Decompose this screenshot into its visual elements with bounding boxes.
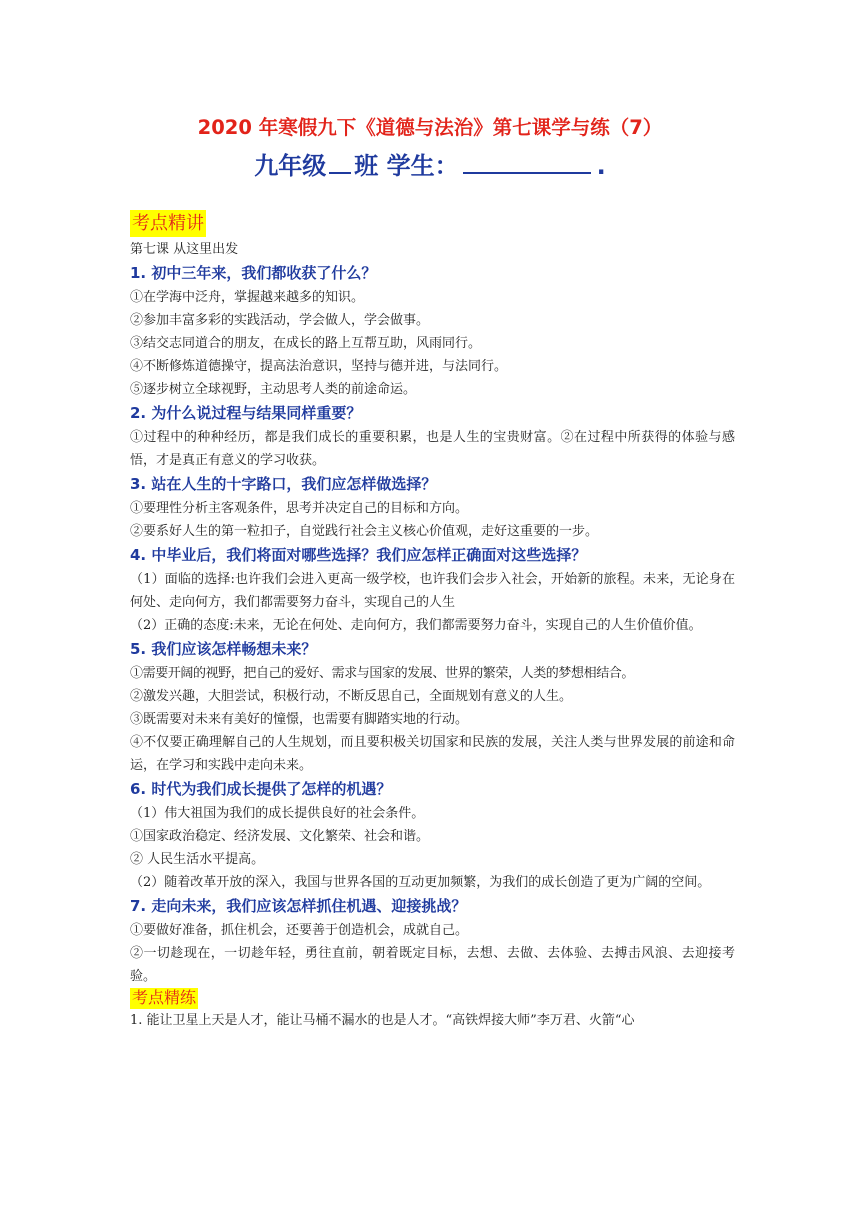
lesson-title: 第七课 从这里出发 — [130, 242, 239, 258]
question-1-line: ③结交志同道合的朋友，在成长的路上互帮互助，风雨同行。 — [130, 336, 482, 352]
question-6-title: 6. 时代为我们成长提供了怎样的机遇？ — [130, 780, 392, 799]
question-1-line: ⑤逐步树立全球视野，主动思考人类的前途命运。 — [130, 382, 417, 398]
question-2-title: 2. 为什么说过程与结果同样重要？ — [130, 404, 362, 423]
question-5-line: ②激发兴趣，大胆尝试，积极行动，不断反思自己，全面规划有意义的人生。 — [130, 689, 573, 705]
question-4-title: 4. 中毕业后，我们将面对哪些选择？我们应怎样正确面对这些选择？ — [130, 546, 587, 565]
question-6-answer-2: （2）随着改革开放的深入，我国与世界各国的互动更加频繁，为我们的成长创造了更为广阔的空间。 — [130, 875, 711, 891]
question-7-line: ①要做好准备，抓住机会，还要善于创造机会，成就自己。 — [130, 923, 469, 939]
question-1-line: ④不断修炼道德操守，提高法治意识，坚持与德并进，与法同行。 — [130, 359, 508, 375]
student-info-line — [0, 146, 860, 181]
highlight-heading: 考点精练 — [132, 988, 197, 1008]
question-6-line: （1）伟大祖国为我们的成长提供良好的社会条件。 — [130, 806, 425, 822]
question-2-answer: ①过程中的种种经历，都是我们成长的重要积累，也是人生的宝贵财富。②在过程中所获得的体验与感悟，才是真正有意义的学习收获。 — [130, 430, 735, 469]
class-blank[interactable] — [329, 147, 351, 174]
highlight-heading: 考点精讲 — [130, 210, 206, 237]
exercise-1-text: 1. 能让卫星上天是人才，能让马桶不漏水的也是人才。“高铁焊接大师”李万君、火箭“心 — [130, 1013, 635, 1029]
question-1-line: ①在学海中泛舟，掌握越来越多的知识。 — [130, 290, 365, 306]
section-heading-explanation — [130, 210, 735, 237]
question-6-line: ①国家政治稳定、经济发展、文化繁荣、社会和谐。 — [130, 829, 430, 845]
student-name-blank[interactable] — [463, 147, 591, 174]
question-4-answer-1: （1）面临的选择:也许我们会进入更高一级学校，也许我们会步入社会，开始新的旅程。未来，无论身在何处、走向何方，我们都需要努力奋斗，实现自己的人生 — [130, 572, 735, 611]
question-6-line: ② 人民生活水平提高。 — [130, 852, 265, 868]
question-7-answer-2: ②一切趁现在，一切趁年轻，勇往直前，朝着既定目标，去想、去做、去体验、去搏击风浪、去迎接考验。 — [130, 946, 735, 985]
question-3-title: 3. 站在人生的十字路口，我们应怎样做选择？ — [130, 475, 437, 494]
main-content — [130, 210, 735, 1032]
section-heading-practice — [130, 988, 735, 1009]
question-3-line: ①要理性分析主客观条件，思考并决定自己的目标和方向。 — [130, 501, 469, 517]
question-1-line: ②参加丰富多彩的实践活动，学会做人，学会做事。 — [130, 313, 430, 329]
question-7-title: 7. 走向未来，我们应该怎样抓住机遇、迎接挑战？ — [130, 897, 467, 916]
question-3-line: ②要系好人生的第一粒扣子，自觉践行社会主义核心价值观，走好这重要的一步。 — [130, 524, 599, 540]
question-4-answer-2: （2）正确的态度:未来，无论在何处、走向何方，我们都需要努力奋斗，实现自己的人生价值价值。 — [130, 618, 702, 634]
grade-label: 九年级 — [254, 152, 327, 180]
student-label: 班 学生： — [354, 152, 459, 180]
document-title: 2020 年寒假九下《道德与法治》第七课学与练（7） — [197, 116, 663, 139]
question-1-title: 1. 初中三年来，我们都收获了什么？ — [130, 264, 377, 283]
line-end: . — [596, 152, 606, 180]
question-5-line: ①需要开阔的视野，把自己的爱好、需求与国家的发展、世界的繁荣，人类的梦想相结合。 — [130, 666, 635, 682]
question-5-answer-4: ④不仅要正确理解自己的人生规划，而且要积极关切国家和民族的发展，关注人类与世界发展的前途和命运，在学习和实践中走向未来。 — [130, 735, 735, 774]
question-5-title: 5. 我们应该怎样畅想未来？ — [130, 640, 317, 659]
question-5-line: ③既需要对未来有美好的憧憬，也需要有脚踏实地的行动。 — [130, 712, 469, 728]
